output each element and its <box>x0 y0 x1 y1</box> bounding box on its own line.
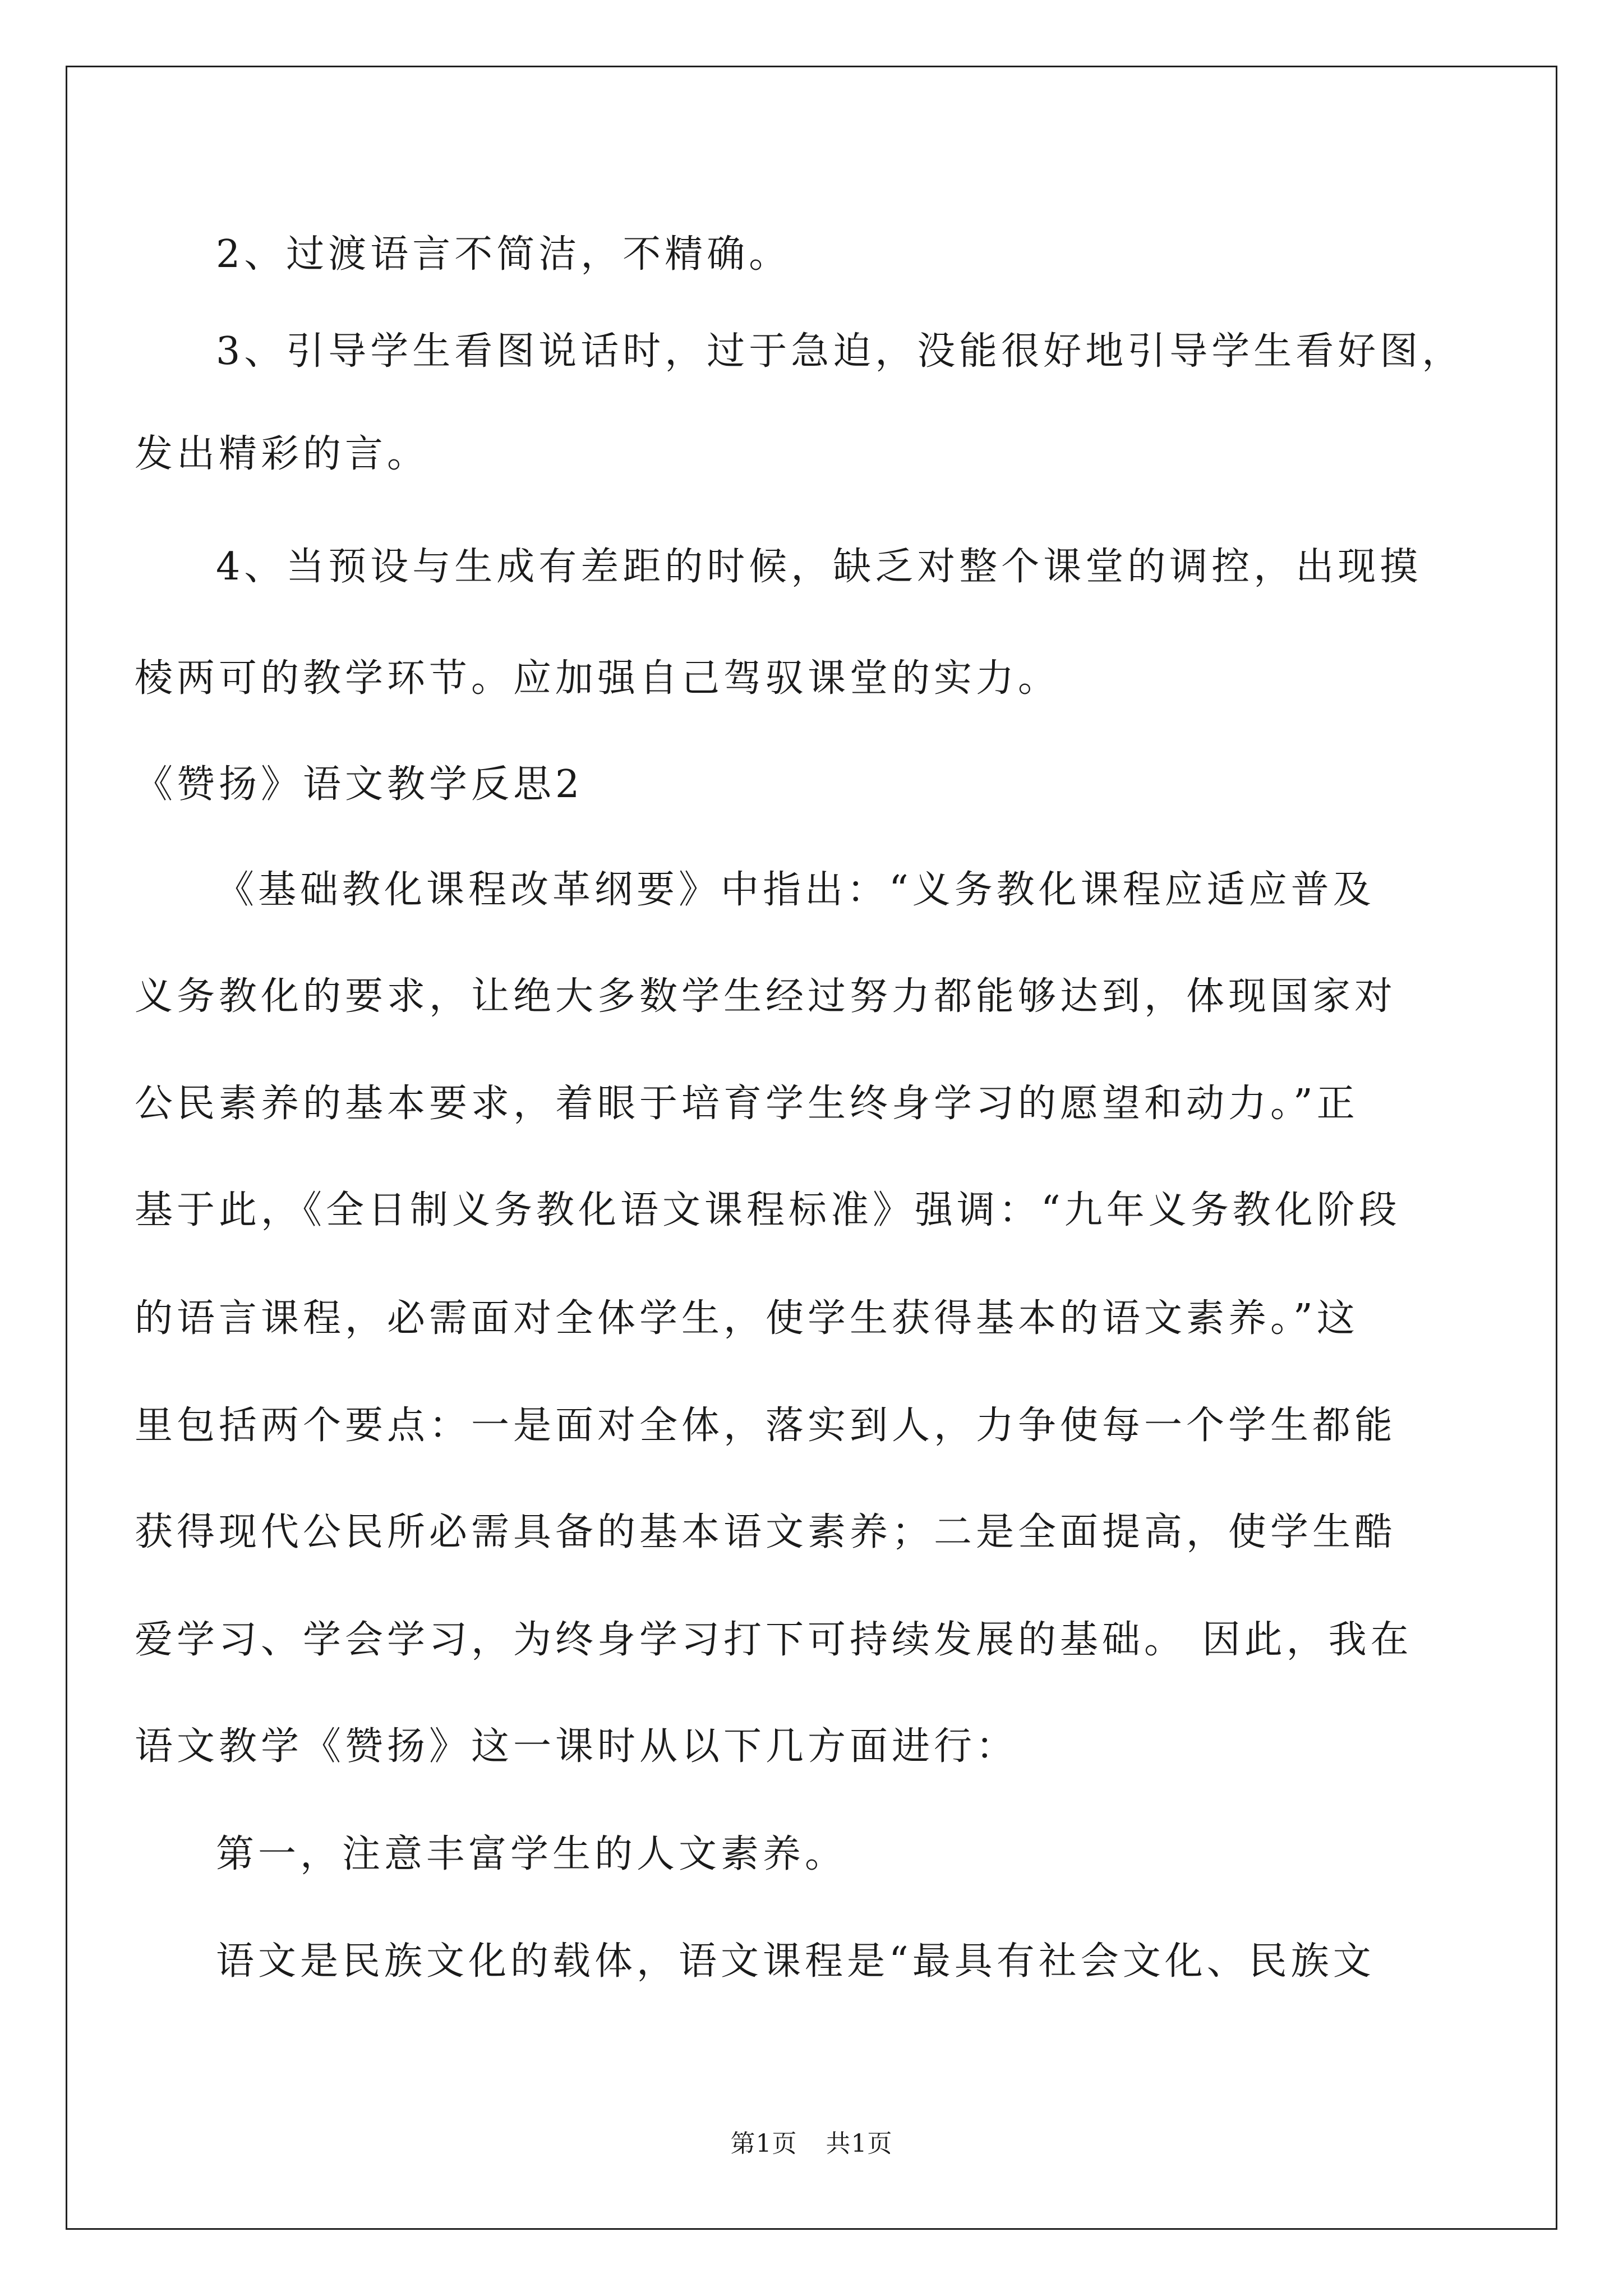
paragraph-line: 的语言课程，必需面对全体学生，使学生获得基本的语文素养。”这 <box>135 1296 1359 1341</box>
paragraph-line: 棱两可的教学环节。应加强自己驾驭课堂的实力。 <box>135 656 1061 701</box>
paragraph-line: 获得现代公民所必需具备的基本语文素养；二是全面提高，使学生酷 <box>135 1510 1397 1554</box>
paragraph-line: 3、引导学生看图说话时，过于急迫，没能很好地引导学生看好图， <box>216 329 1464 374</box>
paragraph-line: 语文是民族文化的载体，语文课程是“最具有社会文化、民族文 <box>216 1939 1375 1984</box>
paragraph-line: 里包括两个要点：一是面对全体，落实到人，力争使每一个学生都能 <box>135 1404 1397 1448</box>
paragraph-line: 2、过渡语言不简洁，不精确。 <box>216 232 791 277</box>
page-number: 第1页 <box>730 2129 797 2158</box>
paragraph-line: 公民素养的基本要求，着眼于培育学生终身学习的愿望和动力。”正 <box>135 1082 1359 1126</box>
paragraph-line: 第一，注意丰富学生的人文素养。 <box>216 1832 847 1876</box>
page-total: 共1页 <box>826 2129 893 2158</box>
paragraph-line: 发出精彩的言。 <box>135 432 430 476</box>
page-frame <box>66 66 1557 2230</box>
paragraph-line: 4、当预设与生成有差距的时候，缺乏对整个课堂的调控，出现摸 <box>216 545 1422 589</box>
page-footer <box>0 2129 1623 2158</box>
paragraph-line: 爱学习、学会学习，为终身学习打下可持续发展的基础。 因此，我在 <box>135 1618 1413 1662</box>
paragraph-line: 《基础教化课程改革纲要》中指出：“义务教化课程应适应普及 <box>216 868 1375 912</box>
paragraph-line: 义务教化的要求，让绝大多数学生经过努力都能够达到，体现国家对 <box>135 974 1397 1019</box>
paragraph-line: 基于此，《全日制义务教化语文课程标准》强调：“九年义务教化阶段 <box>135 1188 1401 1232</box>
paragraph-line: 语文教学《赞扬》这一课时从以下几方面进行： <box>135 1724 1018 1769</box>
section-heading: 《赞扬》语文教学反思2 <box>135 762 584 807</box>
